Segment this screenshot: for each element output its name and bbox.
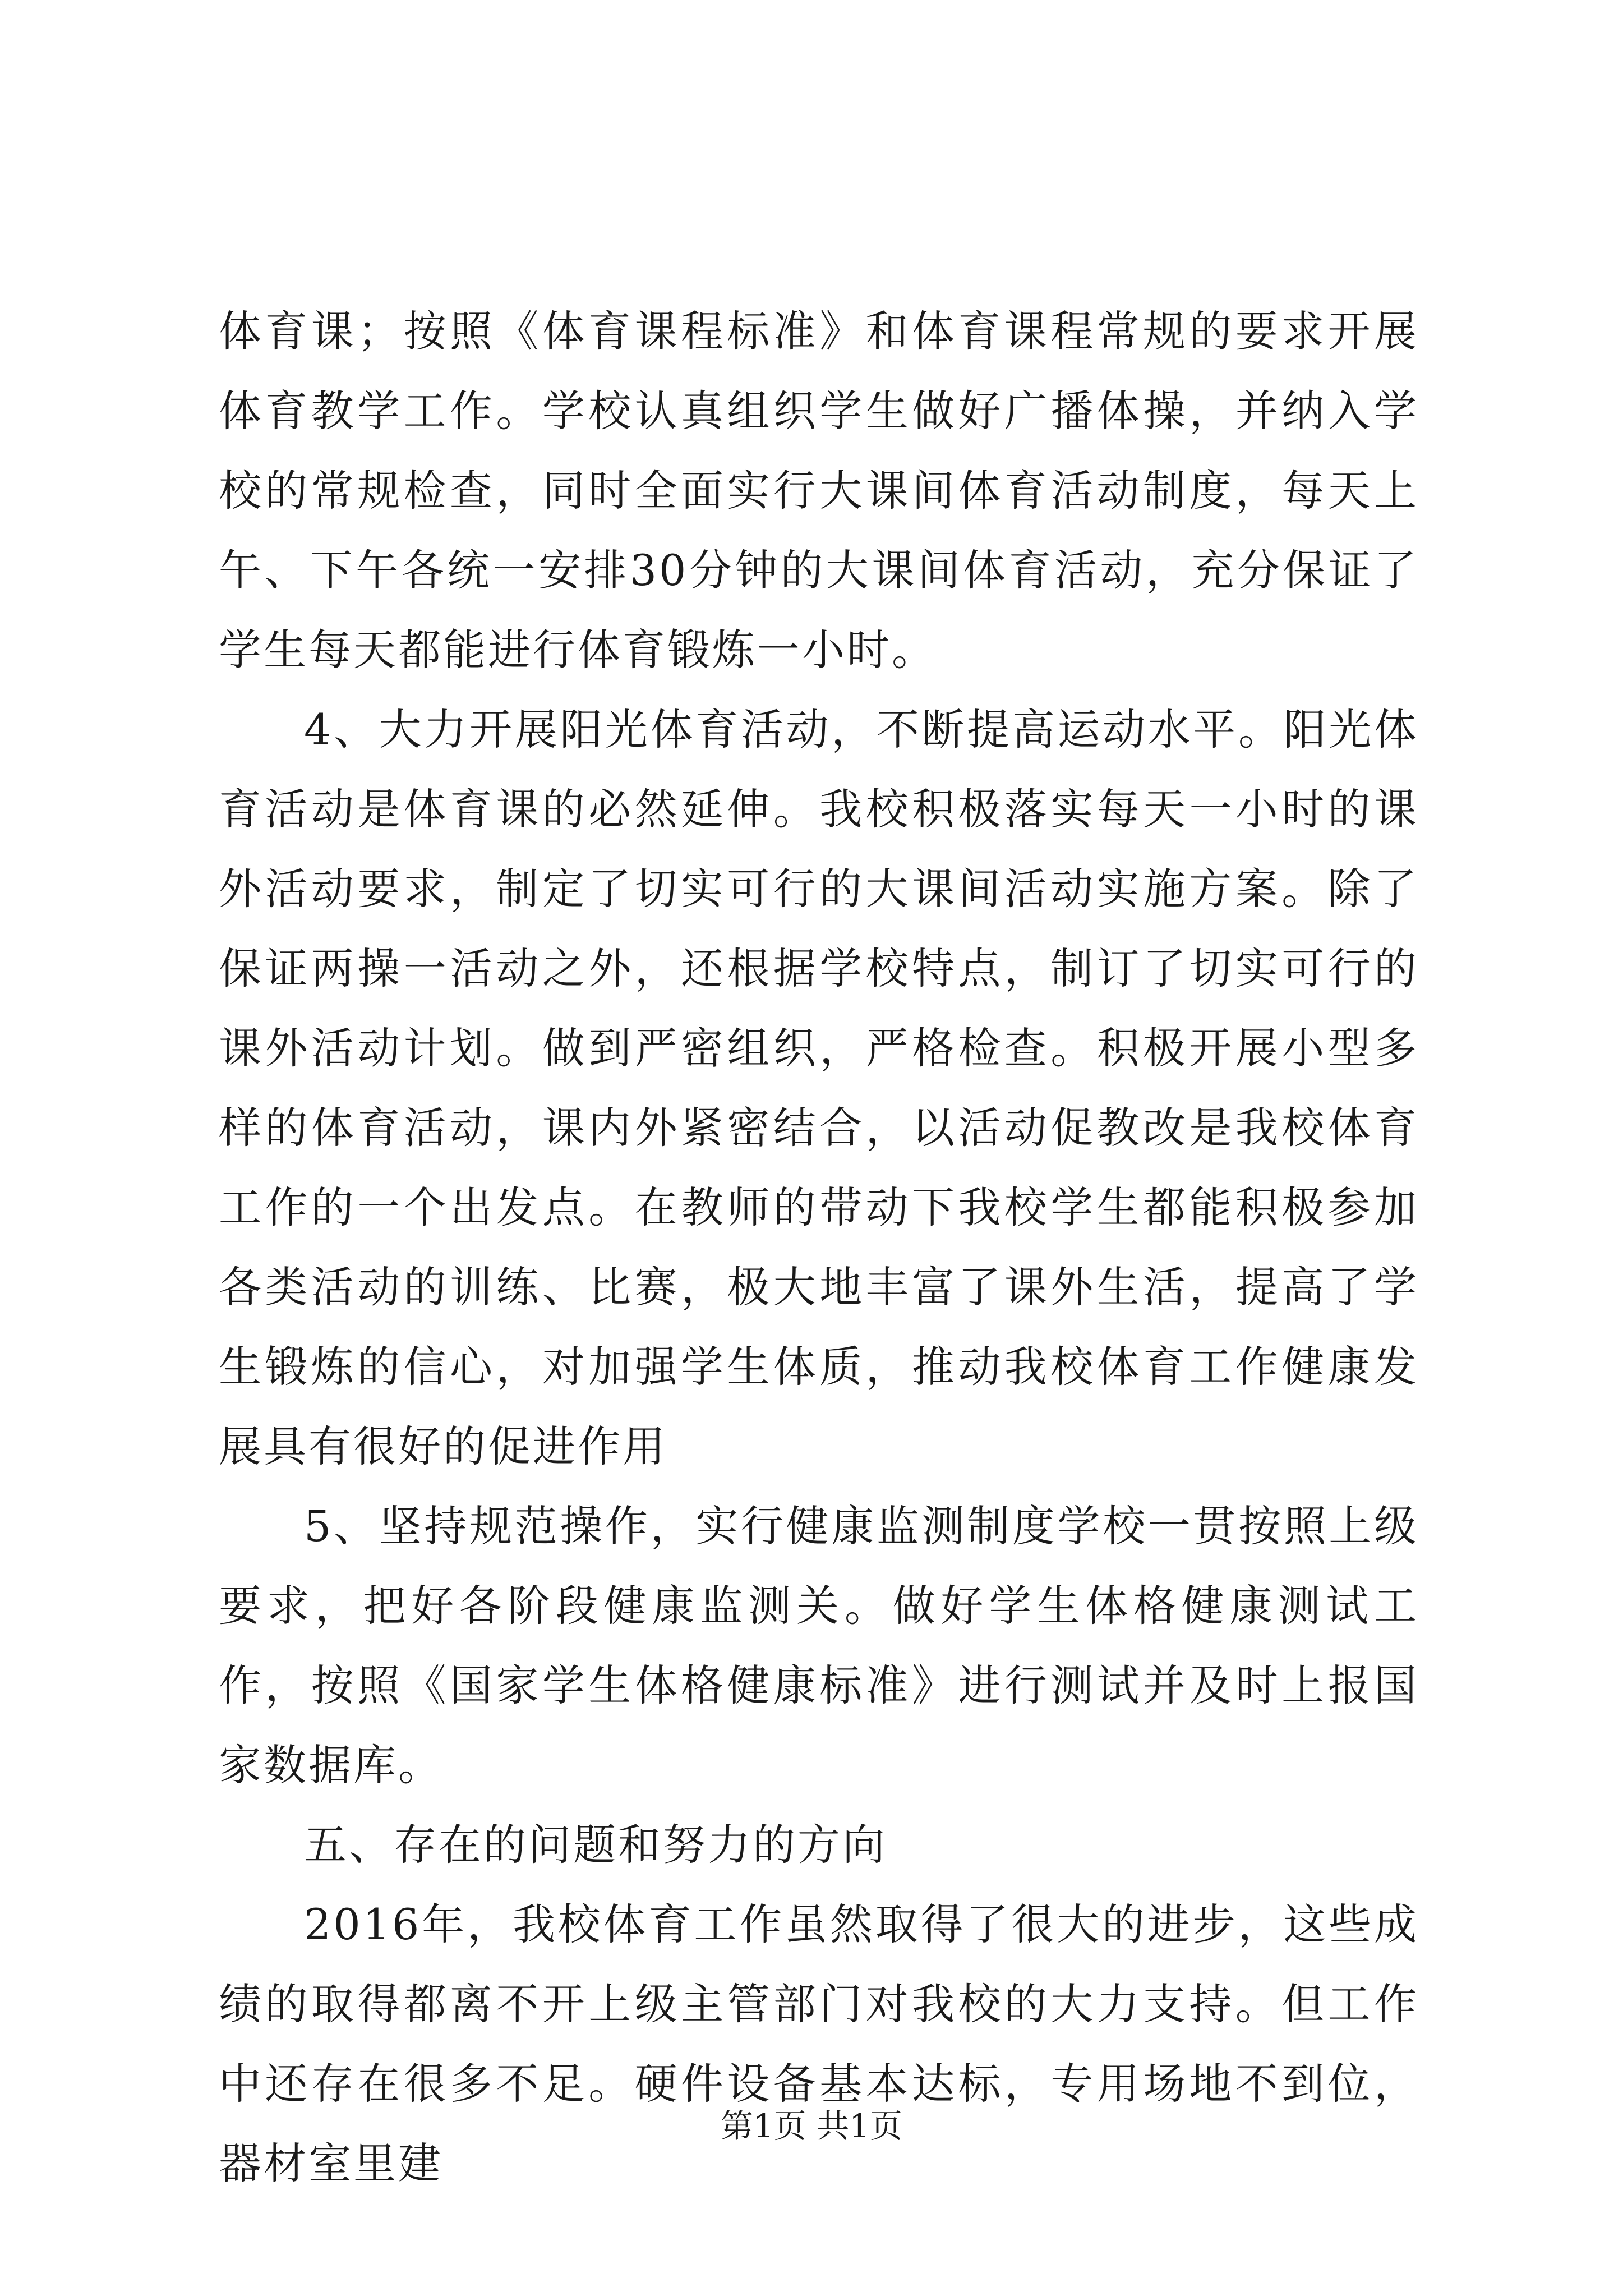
paragraph-item-5: 5、坚持规范操作，实行健康监测制度学校一贯按照上级要求，把好各阶段健康监测关。做好学生体格健康测试工作，按照《国家学生体格健康标准》进行测试并及时上报国家数据库。 xyxy=(219,1501,1419,1790)
document-body xyxy=(219,292,1419,2203)
page-indicator: 第1页 共1页 xyxy=(720,2107,903,2145)
paragraph-continuation: 体育课；按照《体育课程标准》和体育课程常规的要求开展体育教学工作。学校认真组织学生做好广播体操，并纳入学校的常规检查，同时全面实行大课间体育活动制度，每天上午、下午各统一安排30分钟的大课间体育活动，充分保证了学生每天都能进行体育锻炼一小时。 xyxy=(219,306,1419,675)
paragraph-item-4: 4、大力开展阳光体育活动，不断提高运动水平。阳光体育活动是体育课的必然延伸。我校积极落实每天一小时的课外活动要求，制定了切实可行的大课间活动实施方案。除了保证两操一活动之外，还根据学校特点，制订了切实可行的课外活动计划。做到严密组织，严格检查。积极开展小型多样的体育活动，课内外紧密结合，以活动促教改是我校体育工作的一个出发点。在教师的带动下我校学生都能积极参加各类活动的训练、比赛，极大地丰富了课外生活，提高了学生锻炼的信心，对加强学生体质，推动我校体育工作健康发展具有很好的促进作用 xyxy=(219,705,1419,1471)
paragraph-section-5-body: 2016年，我校体育工作虽然取得了很大的进步，这些成绩的取得都离不开上级主管部门对我校的大力支持。但工作中还存在很多不足。硬件设备基本达标，专用场地不到位，器材室里建 xyxy=(219,1899,1419,2188)
section-heading: 五、存在的问题和努力的方向 xyxy=(304,1820,887,1870)
